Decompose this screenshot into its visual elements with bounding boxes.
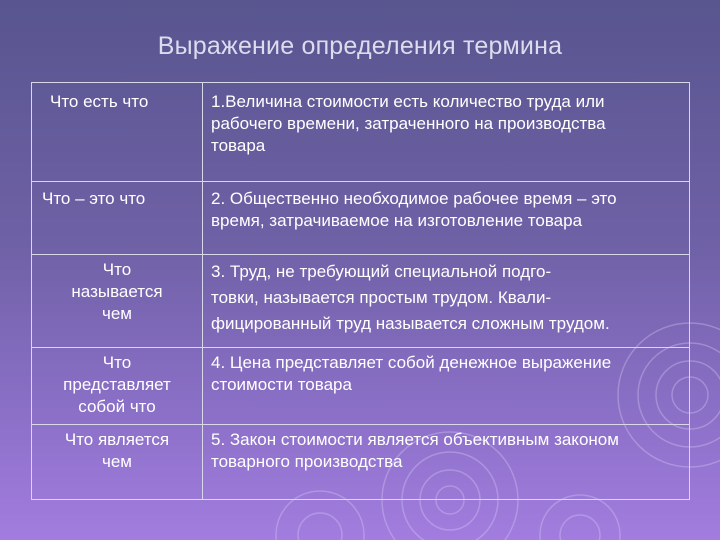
- question-text: Что есть что: [50, 92, 149, 111]
- question-text: Что представляет собой что: [63, 353, 171, 416]
- question-cell: [32, 83, 203, 182]
- answer-cell: [203, 348, 690, 425]
- table-row: [32, 425, 690, 500]
- question-text: Что называется чем: [71, 260, 163, 323]
- question-cell: [32, 425, 203, 500]
- table-row: [32, 255, 690, 348]
- slide-title: Выражение определения термина: [157, 32, 563, 60]
- answer-text: 2. Общественно необходимое рабочее время – это время, затрачиваемое на изготовление товара: [211, 189, 617, 230]
- answer-cell: [203, 255, 690, 348]
- answer-text: 3. Труд, не требующий специальной подго- товки, называется простым трудом. Квали- фицированный труд называется сложным трудом.: [211, 262, 610, 333]
- table-row: [32, 348, 690, 425]
- question-text: Что – это что: [42, 189, 146, 208]
- definition-table: [31, 82, 690, 500]
- table-row: [32, 83, 690, 182]
- answer-cell: [203, 425, 690, 500]
- question-cell: [32, 348, 203, 425]
- answer-cell: [203, 83, 690, 182]
- answer-cell: [203, 182, 690, 255]
- answer-text: 4. Цена представляет собой денежное выражение стоимости товара: [211, 353, 612, 394]
- question-text: Что является чем: [64, 430, 170, 471]
- table-row: [32, 182, 690, 255]
- question-cell: [32, 182, 203, 255]
- question-cell: [32, 255, 203, 348]
- answer-text: 5. Закон стоимости является объективным законом товарного производства: [211, 430, 619, 471]
- answer-text: 1.Величина стоимости есть количество труда или рабочего времени, затраченного на производства товара: [211, 92, 606, 155]
